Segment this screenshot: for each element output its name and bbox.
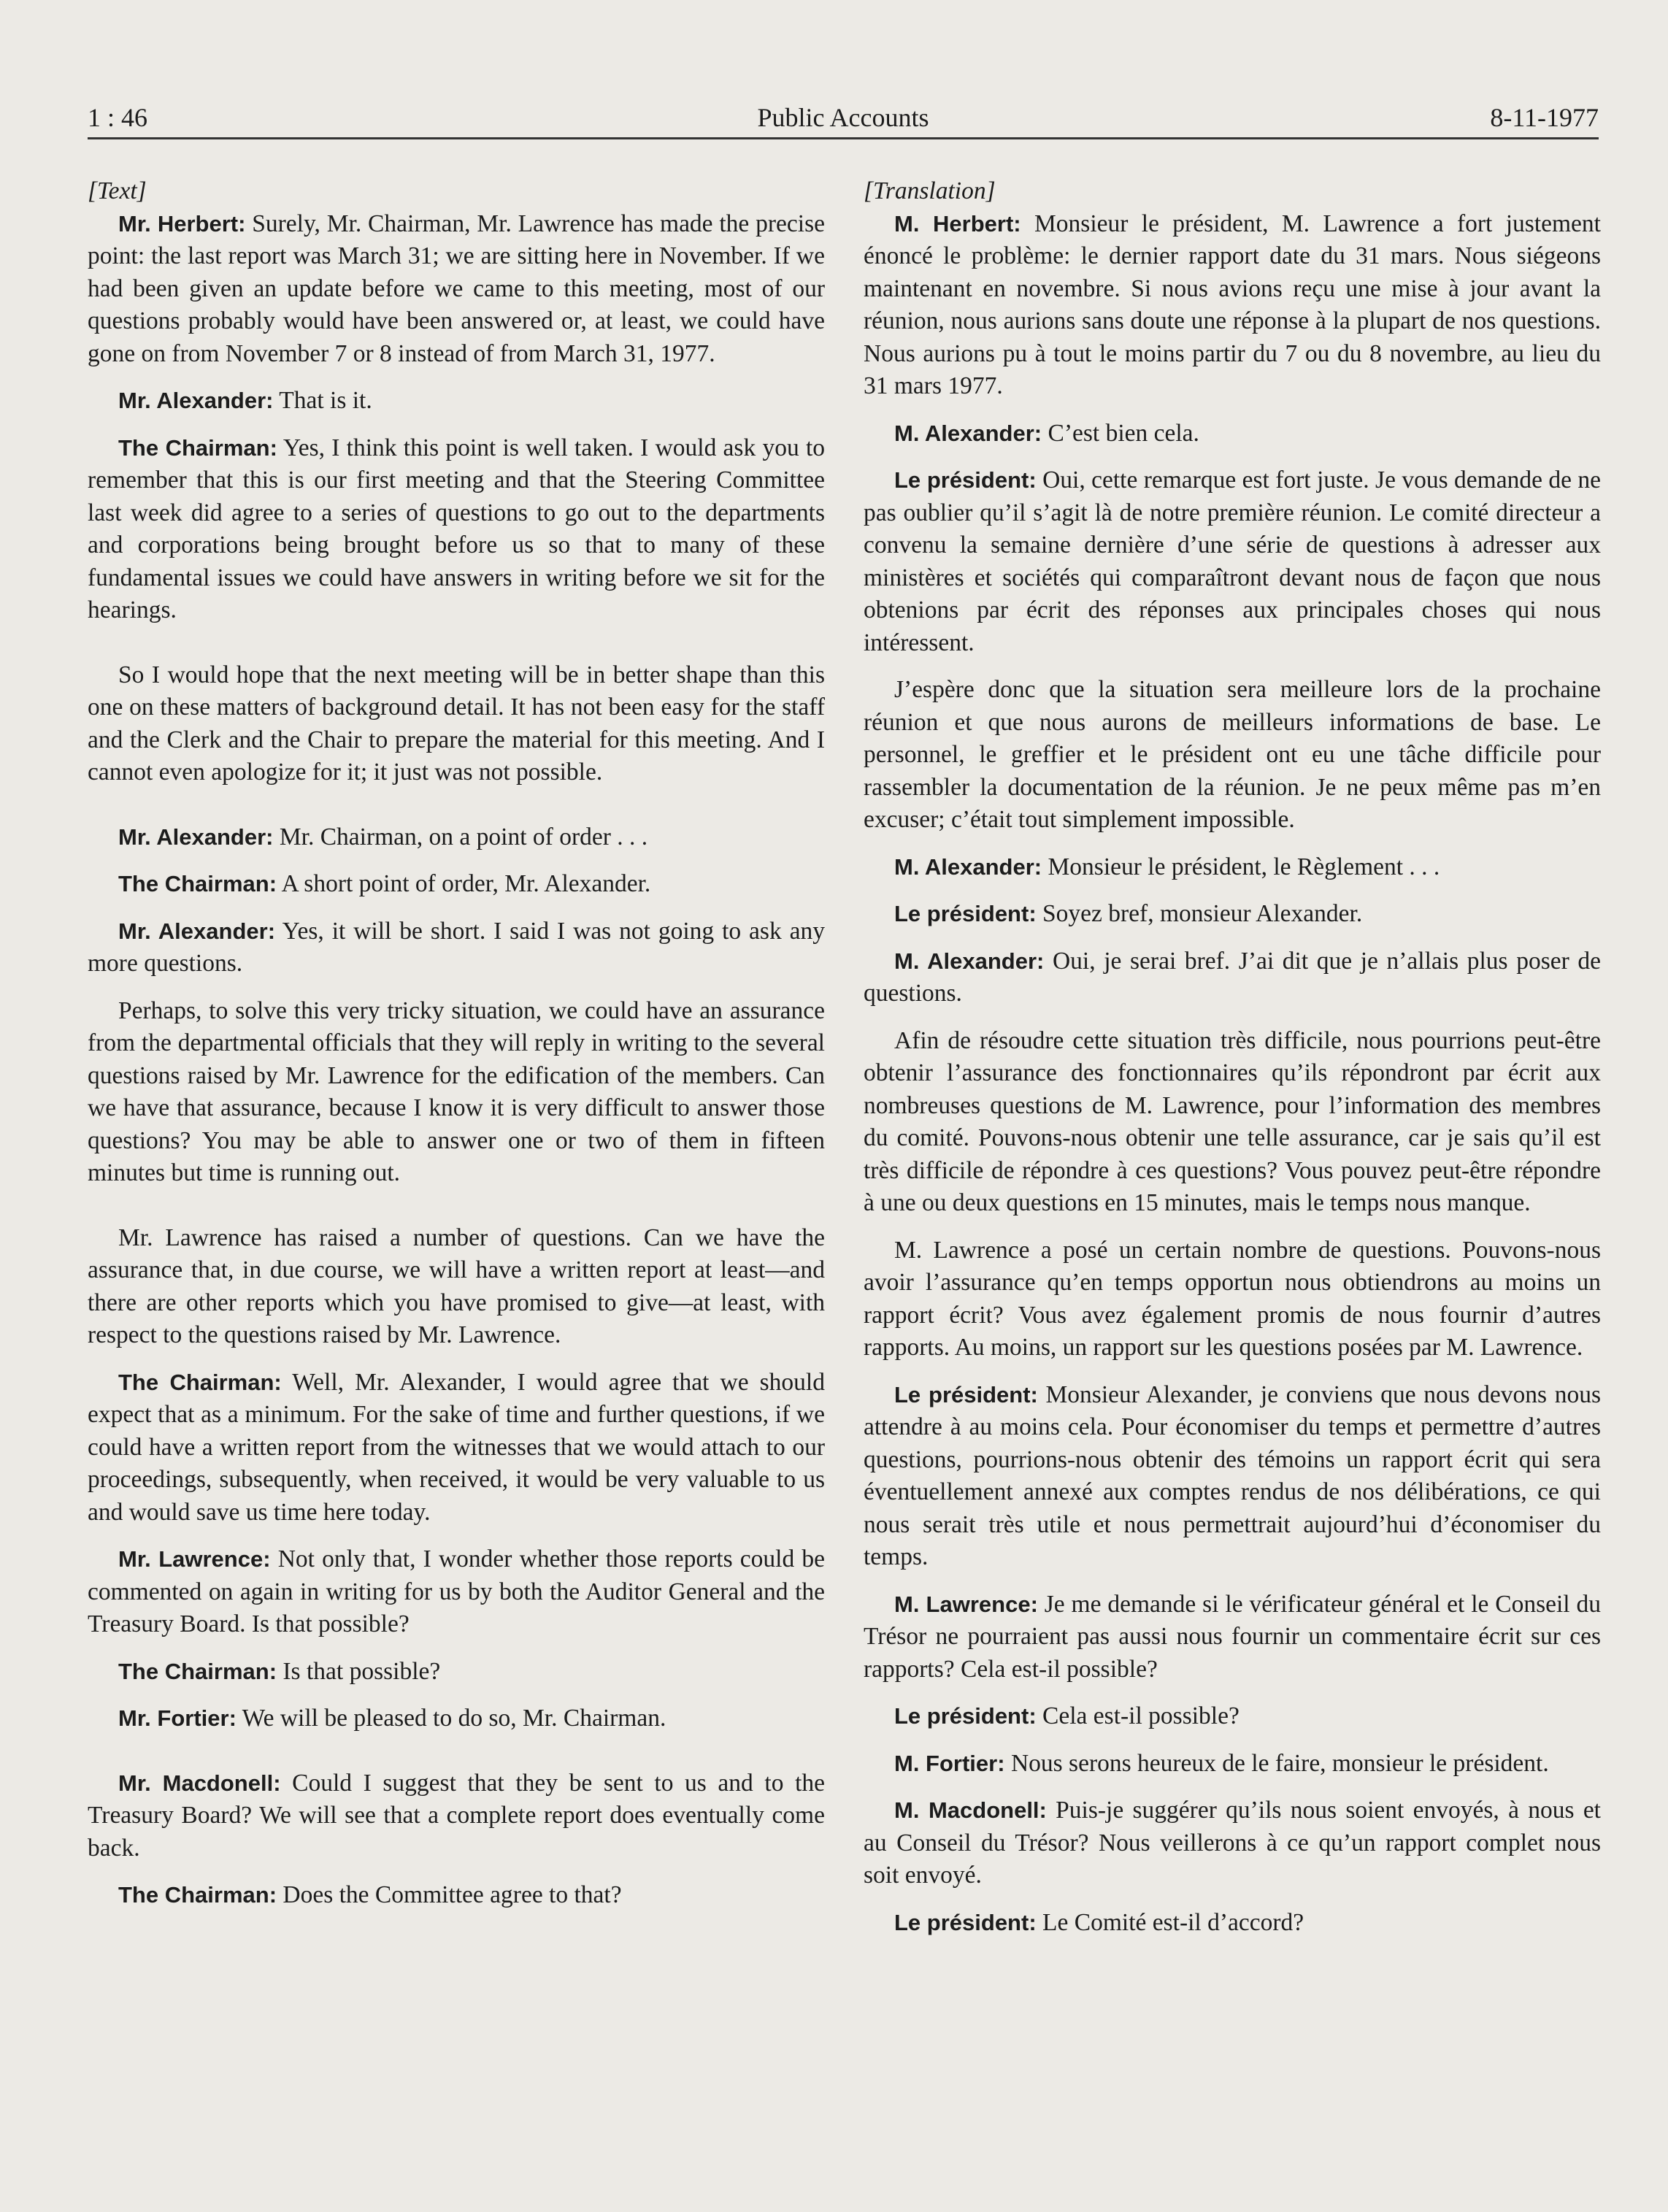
running-title: Public Accounts	[757, 103, 929, 132]
paragraph	[864, 1748, 1601, 1781]
speech-text: Monsieur le président, M. Lawrence a fort justement énoncé le problème: le dernier rapport date du 31 mars. Nous siégeons maintenant en novembre. Si nous avions reçu une mise à jour avant la réunion, nous aurions sans doute une réponse à la plupart de nos questions. Nous aurions pu à tout le moins partir du 7 ou du 8 novembre, au lieu du 31 mars 1977.	[864, 210, 1601, 399]
speaker-name: M. Macdonell:	[894, 1797, 1047, 1823]
speech-text: Oui, cette remarque est fort juste. Je vous demande de ne pas oublier qu’il s’agit là de notre première réunion. Le comité directeur a convenu la semaine dernière d’une série de questions à adresser aux ministères et sociétés qui comparaîtront devant nous de façon que nous obtenions par écrit des réponses aux principales choses qui nous intéressent.	[864, 466, 1601, 656]
paragraph	[88, 915, 825, 980]
speech-text: Le Comité est-il d’accord?	[1036, 1908, 1304, 1936]
paragraph	[88, 1543, 825, 1641]
paragraph	[864, 1907, 1601, 1940]
french-column	[864, 175, 1601, 1954]
speech-text: Monsieur le président, le Règlement . . .	[1042, 853, 1440, 880]
speech-text: Afin de résoudre cette situation très difficile, nous pourrions peut-être obtenir l’assurance des fonctionnaires qu’ils répondront par écrit aux nombreuses questions de M. Lawrence, pour l’information des membres du comité. Pouvons-nous obtenir une telle assurance, car je sais qu’il est très difficile de répondre à ces questions? Vous pouvez peut-être répondre à une ou deux questions en 15 minutes, mais le temps nous manque.	[864, 1026, 1601, 1216]
speaker-name: M. Fortier:	[894, 1750, 1005, 1776]
paragraph	[88, 821, 825, 854]
paragraph	[88, 385, 825, 418]
speaker-name: Mr. Fortier:	[118, 1705, 237, 1731]
speech-text: A short point of order, Mr. Alexander.	[277, 870, 651, 897]
speech-text: That is it.	[273, 387, 372, 414]
paragraph	[88, 1222, 825, 1352]
paragraph	[88, 1879, 825, 1912]
speech-text: Cela est-il possible?	[1036, 1702, 1240, 1729]
speech-text: Surely, Mr. Chairman, Mr. Lawrence has made the precise point: the last report was March 31; we are sitting here in November. If we had been given an update before we came to this meeting, most of our questions probably would have been answered or, at least, we could have gone on from November 7 or 8 instead of from March 31, 1977.	[88, 210, 825, 367]
paragraph	[88, 659, 825, 789]
page-header	[88, 101, 1599, 139]
speech-text: Could I suggest that they be sent to us and to the Treasury Board? We will see that a complete report does eventually come back.	[88, 1769, 825, 1862]
speech-text: Oui, je serai bref. J’ai dit que je n’allais plus poser de questions.	[864, 947, 1601, 1007]
paragraph	[864, 1700, 1601, 1733]
speech-text: Monsieur Alexander, je conviens que nous devons nous attendre à au moins cela. Pour économiser du temps et permettre d’autres questions, pourrions-nous obtenir des témoins un rapport écrit qui sera éventuellement annexé aux comptes rendus de nos délibérations, ce qui nous serait très utile et nous permettrait aujourd’hui d’économiser du temps.	[864, 1380, 1601, 1570]
speaker-name: The Chairman:	[118, 1369, 282, 1395]
speaker-name: Mr. Alexander:	[118, 388, 274, 413]
speech-text: Does the Committee agree to that?	[277, 1881, 622, 1908]
speaker-name: M. Alexander:	[894, 420, 1042, 446]
speaker-name: The Chairman:	[118, 1882, 277, 1908]
paragraph	[88, 208, 825, 371]
paragraph	[864, 464, 1601, 659]
speaker-name: Le président:	[894, 1381, 1038, 1408]
speech-text: Mr. Chairman, on a point of order . . .	[273, 823, 648, 850]
speech-text: Not only that, I wonder whether those reports could be commented on again in writing for us by both the Auditor General and the Treasury Board. Is that possible?	[88, 1545, 825, 1637]
speech-text: Perhaps, to solve this very tricky situation, we could have an assurance from the departmental officials that they will reply in writing to the several questions raised by Mr. Lawrence for the edification of the members. Can we have that assurance, because I know it is very difficult to answer those questions? You may be able to answer one or two of them in fifteen minutes but time is running out.	[88, 996, 825, 1186]
paragraph	[864, 1589, 1601, 1686]
paragraph	[88, 1656, 825, 1689]
speech-text: We will be pleased to do so, Mr. Chairman.	[236, 1705, 666, 1732]
speaker-name: Le président:	[894, 1909, 1037, 1935]
speaker-name: The Chairman:	[118, 434, 277, 461]
speaker-name: Mr. Herbert:	[118, 210, 246, 237]
speech-text: Well, Mr. Alexander, I would agree that we should expect that as a minimum. For the sake of time and further questions, if we could have a written report from the witnesses that we would attach to our proceedings, subsequently, when received, it would be very valuable to us and would save us time here today.	[88, 1368, 825, 1526]
speaker-name: M. Alexander:	[894, 948, 1045, 974]
header-date: 8-11-1977	[1490, 103, 1599, 132]
paragraph	[864, 208, 1601, 403]
speaker-name: M. Alexander:	[894, 853, 1042, 880]
speech-text: Je me demande si le vérificateur général et le Conseil du Trésor ne pourraient pas aussi nous fournir un commentaire écrit sur ces rapports? Cela est-il possible?	[864, 1590, 1601, 1683]
paragraph	[88, 1702, 825, 1735]
speech-text: Yes, it will be short. I said I was not going to ask any more questions.	[88, 917, 825, 977]
speech-text: C’est bien cela.	[1042, 419, 1199, 447]
paragraph	[88, 1767, 825, 1865]
speaker-name: Mr. Lawrence:	[118, 1546, 271, 1572]
paragraph	[88, 432, 825, 627]
paragraph	[864, 945, 1601, 1010]
speaker-name: Mr. Macdonell:	[118, 1770, 281, 1796]
speaker-name: Le président:	[894, 467, 1037, 493]
speaker-name: Mr. Alexander:	[118, 918, 276, 944]
paragraph	[864, 1234, 1601, 1364]
english-column	[88, 175, 825, 1927]
speaker-name: M. Lawrence:	[894, 1591, 1038, 1617]
speaker-name: Mr. Alexander:	[118, 823, 274, 850]
paragraph	[864, 851, 1601, 884]
speech-text: Soyez bref, monsieur Alexander.	[1036, 900, 1363, 927]
paragraph	[88, 1367, 825, 1529]
speaker-name: The Chairman:	[118, 1658, 277, 1684]
speech-text: J’espère donc que la situation sera meilleure lors de la prochaine réunion et que nous aurons de meilleurs informations de base. Le personnel, le greffier et le président ont eu une tâche difficile pour rassembler la documentation de la réunion. Je ne peux même pas m’en excuser; c’était tout simplement impossible.	[864, 676, 1601, 833]
paragraph	[864, 1794, 1601, 1892]
paragraph	[88, 868, 825, 901]
paragraph	[864, 418, 1601, 450]
speech-text: Puis-je suggérer qu’ils nous soient envoyés, à nous et au Conseil du Trésor? Nous veillerons à ce qu’un rapport complet nous soit envoyé.	[864, 1797, 1601, 1889]
paragraph	[864, 1025, 1601, 1220]
speech-text: M. Lawrence a posé un certain nombre de questions. Pouvons-nous avoir l’assurance qu’en temps opportun nous obtiendrons au moins un rapport écrit? Vous avez également promis de nous fournir d’autres rapports. Au moins, un rapport sur les questions posées par M. Lawrence.	[864, 1236, 1601, 1361]
speaker-name: Le président:	[894, 1703, 1037, 1729]
speech-text: Nous serons heureux de le faire, monsieur le président.	[1004, 1749, 1549, 1777]
speaker-name: Le président:	[894, 901, 1037, 926]
paragraph	[88, 995, 825, 1190]
page-number: 1 : 46	[88, 103, 148, 132]
paragraph	[864, 674, 1601, 837]
speech-text: So I would hope that the next meeting will be in better shape than this one on these matters of background detail. It has not been easy for the staff and the Clerk and the Chair to prepare the material for this meeting. And I cannot even apologize for it; it just was not possible.	[88, 661, 825, 786]
speech-text: Mr. Lawrence has raised a number of questions. Can we have the assurance that, in due course, we will have a written report at least—and there are other reports which you have promised to give—at least, with respect to the questions raised by Mr. Lawrence.	[88, 1224, 825, 1348]
speaker-name: The Chairman:	[118, 871, 277, 896]
paragraph	[864, 898, 1601, 931]
paragraph	[864, 1379, 1601, 1574]
speech-text: Is that possible?	[277, 1657, 441, 1685]
column-tag: [Translation]	[864, 177, 996, 204]
speech-text: Yes, I think this point is well taken. I would ask you to remember that this is our first meeting and that the Steering Committee last week did agree to a series of questions to go out to the departments and corporations being brought before us so that to many of these fundamental issues we could have answers in writing before we sit for the hearings.	[88, 434, 825, 623]
column-tag: [Text]	[88, 177, 147, 204]
speaker-name: M. Herbert:	[894, 210, 1021, 237]
